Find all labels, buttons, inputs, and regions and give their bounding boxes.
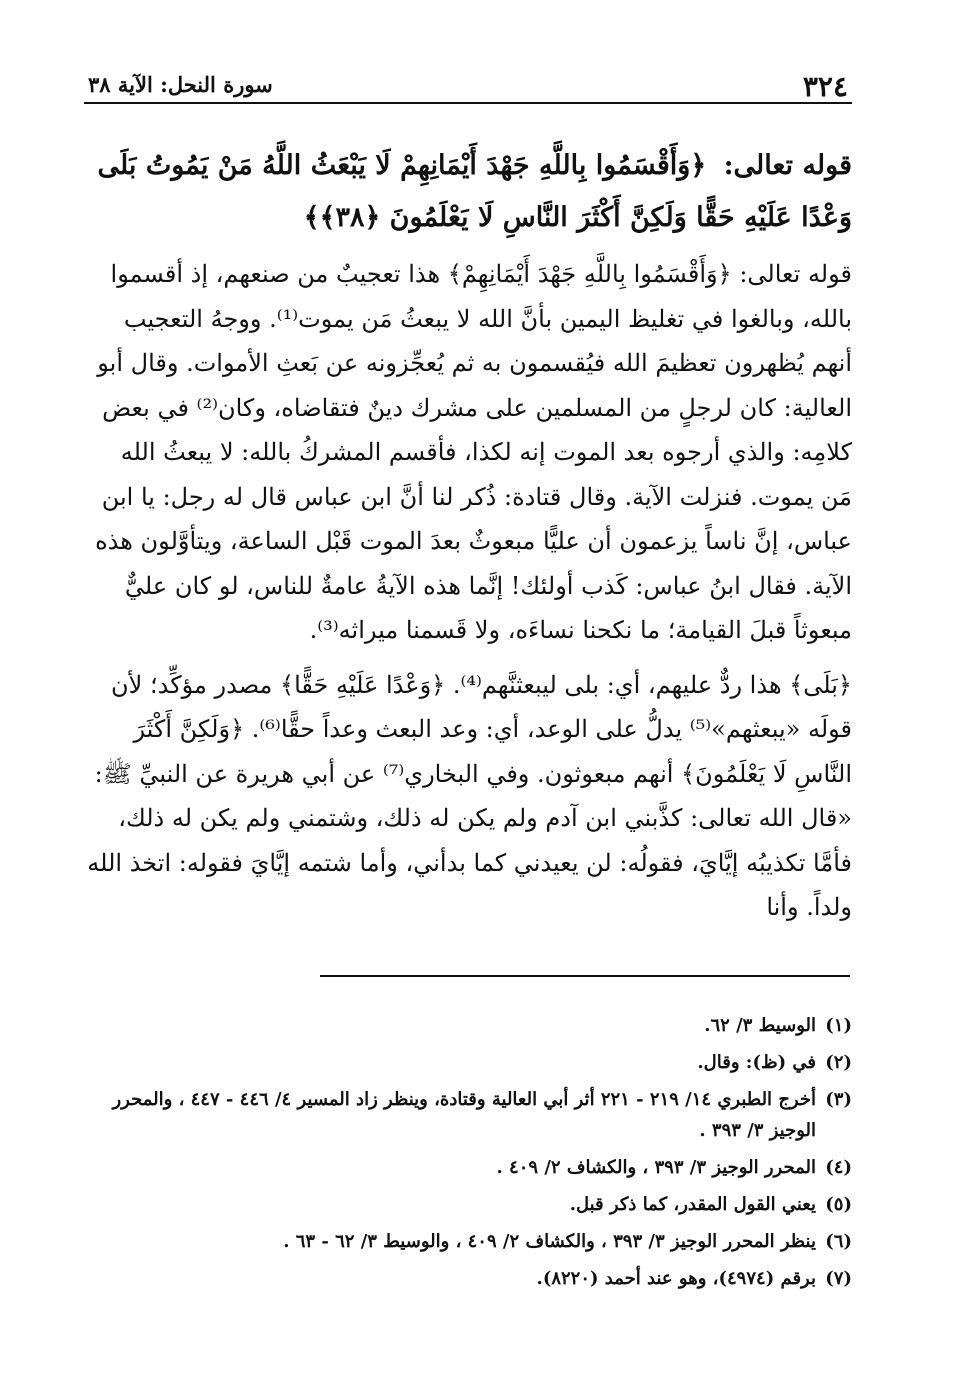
commentary-text [84, 252, 852, 930]
footnote [84, 1084, 852, 1146]
footnote-number: (٢) [825, 1052, 852, 1073]
verse-text: ﴿وَأَقْسَمُوا بِاللَّهِ جَهْدَ أَيْمَانِهِمْ لَا يَبْعَثُ اللَّهُ مَنْ يَمُوتُ بَلَى وَعْدًا عَلَيْهِ حَقًّا وَلَكِنَّ أَكْثَرَ النَّاسِ لَا يَعْلَمُونَ ﴿٣٨﴾﴾ [97, 150, 852, 233]
footnote [84, 1226, 852, 1257]
verse-intro: قوله تعالى: [723, 150, 852, 181]
footnote-number: (٦) [825, 1231, 852, 1252]
footnotes [84, 1010, 852, 1300]
footnote [84, 1152, 852, 1183]
footnote-number: (٥) [825, 1194, 852, 1215]
footnote-text: ينظر المحرر الوجيز ٣/ ٣٩٣ ، والكشاف ٢/ ٤٠٩ ، والوسيط ٣/ ٦٢ - ٦٣ . [283, 1231, 816, 1252]
footnote-number: (١) [825, 1015, 852, 1036]
footnote [84, 1010, 852, 1041]
page-number: ٣٢٤ [802, 70, 848, 103]
footnote-text: يعني القول المقدر، كما ذكر قبل. [569, 1194, 816, 1215]
footnote-separator [320, 975, 850, 977]
footnote [84, 1263, 852, 1294]
footnote [84, 1047, 852, 1078]
footnote-text: أخرج الطبري ١٤/ ٢١٩ - ٢٢١ أثر أبي العالية وقتادة، وينظر زاد المسير ٤/ ٤٤٦ - ٤٤٧ ، والمحرر الوجيز ٣/ ٣٩٣ . [112, 1089, 816, 1141]
footnote-text: في (ظ): وقال. [697, 1052, 816, 1073]
running-title: سورة النحل: الآية ٣٨ [88, 72, 273, 97]
footnote-number: (٣) [825, 1089, 852, 1110]
paragraph: قوله تعالى: ﴿وَأَقْسَمُوا بِاللَّهِ جَهْدَ أَيْمَانِهِمْ﴾ هذا تعجيبٌ من صنعهم، إذ أقسموا بالله، وبالغوا في تغليظ اليمين بأنَّ الله لا يبعثُ مَن يموت⁽¹⁾. ووجهُ التعجيب أنهم يُظهرون تعظيمَ الله فيُقسمون به ثم يُعجِّزونه عن بَعثِ الأموات. وقال أبو العالية: كان لرجلٍ من المسلمين على مشرك دينٌ فتقاضاه، وكان⁽²⁾ في بعض كلامِه: والذي أرجوه بعد الموت إنه لكذا، فأقسم المشركُ بالله: لا يبعثُ الله مَن يموت. فنزلت الآية. وقال قتادة: ذُكر لنا أنَّ ابن عباس قال له رجل: يا ابن عباس، إنَّ ناساً يزعمون أن عليًّا مبعوثٌ بعدَ الموت قَبْل الساعة، ويتأوَّلون هذه الآية. فقال ابنُ عباس: كَذب أولئك! إنَّما هذه الآيةُ عامةٌ للناس، لو كان عليٌّ مبعوثاً قبلَ القيامة؛ ما نكحنا نساءَه، ولا قَسمنا ميراثه⁽³⁾. [95, 260, 852, 644]
paragraph: ﴿بَلَى﴾ هذا ردٌّ عليهم، أي: بلى ليبعثنَّهم⁽⁴⁾. ﴿وَعْدًا عَلَيْهِ حَقًّا﴾ مصدر مؤكِّد؛ لأن قولَه «يبعثهم»⁽⁵⁾ يدلُّ على الوعد، أي: وعد البعث وعداً حقًّا⁽⁶⁾. ﴿وَلَكِنَّ أَكْثَرَ النَّاسِ لَا يَعْلَمُونَ﴾ أنهم مبعوثون. وفي البخاري⁽⁷⁾ عن أبي هريرة عن النبيِّ ﷺ: «قال الله تعالى: كذَّبني ابن آدم ولم يكن له ذلك، وشتمني ولم يكن له ذلك، فأمَّا تكذيبُه إيَّايَ، فقولُه: لن يعيدني كما بدأني، وأما شتمه إيَّايَ فقوله: اتخذ الله ولداً. وأنا [87, 670, 852, 921]
footnote-number: (٧) [825, 1268, 852, 1289]
footnote [84, 1189, 852, 1220]
footnote-text: برقم (٤٩٧٤)، وهو عند أحمد (٨٢٢٠). [536, 1268, 816, 1289]
footnote-text: المحرر الوجيز ٣/ ٣٩٣ ، والكشاف ٢/ ٤٠٩ . [496, 1157, 816, 1178]
quran-verse [84, 140, 852, 244]
footnote-text: الوسيط ٣/ ٦٢. [704, 1015, 816, 1036]
footnote-number: (٤) [825, 1157, 852, 1178]
page-header [84, 64, 852, 104]
